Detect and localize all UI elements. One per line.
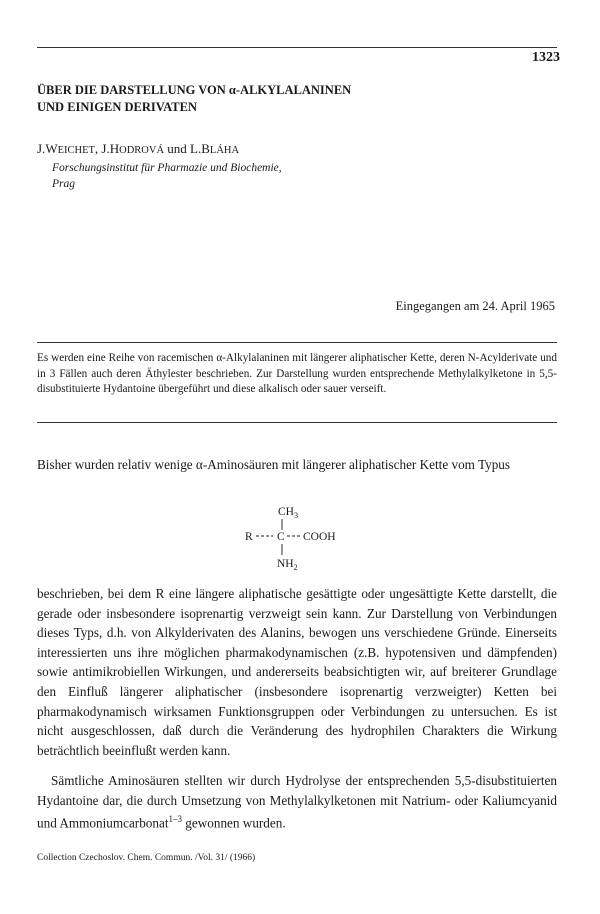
formula-left-group: R	[245, 531, 253, 543]
formula-top-group: $CH_3$	[278, 506, 298, 520]
author-3-initial: L.	[190, 141, 202, 156]
formula-right-group: COOH	[303, 531, 336, 543]
formula-top-subscript: 3	[293, 511, 298, 520]
affiliation-line-2: Prag	[52, 178, 75, 190]
abstract: Es werden eine Reihe von racemischen α-Alkylalaninen mit längerer aliphatischer Kette, deren N-Acylderivate und in 3 Fällen auch deren Äthylester beschrieben. Zur Darstellung wurden entsprechende Methylalkylketone in 5,5-disubstituierte Hydantoine übergeführt und diese alkalisch oder sauer verseift.	[37, 352, 557, 395]
author-conjunction: und	[164, 141, 191, 156]
structural-formula	[245, 504, 375, 574]
page-number: 1323	[532, 50, 560, 65]
author-3-first-letter: B	[201, 141, 210, 156]
body-paragraph-3	[37, 771, 557, 833]
affiliation	[52, 160, 372, 192]
received-date: Eingegangen am 24. April 1965	[395, 299, 555, 313]
paragraph-3-end: gewonnen wurden.	[182, 815, 286, 831]
author-2-initial: , J.	[94, 141, 110, 156]
author-3-rest: LÁHA	[209, 145, 240, 156]
citation-reference: 1–3	[168, 814, 182, 825]
title-line-1: ÜBER DIE DARSTELLUNG VON α-ALKYLALANINEN	[37, 83, 352, 97]
author-1-first-letter: W	[45, 141, 58, 156]
author-1-rest: EICHET	[57, 145, 95, 156]
author-2-first-letter: H	[109, 141, 120, 156]
journal-footer: Collection Czechoslov. Chem. Commun. /Vol. 31/ (1966)	[37, 853, 256, 863]
article-title	[37, 82, 517, 116]
author-list	[37, 141, 239, 157]
formula-center-atom: C	[277, 531, 285, 543]
abstract-bottom-rule	[37, 422, 557, 423]
body-paragraph-1: Bisher wurden relativ wenige α-Aminosäuren mit längerer aliphatischer Kette vom Typus	[37, 457, 511, 472]
abstract-top-rule	[37, 342, 557, 343]
paragraph-3-text: Sämtliche Aminosäuren stellten wir durch Hydrolyse der entsprechenden 5,5-disubstituierten Hydantoine dar, die durch Umsetzung von Methylalkylketonen mit Natrium- oder Kaliumcyanid und Ammoniumcarbonat	[37, 773, 557, 831]
formula-bottom-subscript: 2	[293, 563, 298, 572]
formula-bottom-group: $NH_2$	[277, 558, 298, 572]
author-1-initial: J.	[37, 141, 46, 156]
author-2-rest: ODROVÁ	[119, 145, 165, 156]
body-paragraph-2: beschrieben, bei dem R eine längere aliphatische gesättigte oder ungesättigte Kette darstellt, die gerade oder insbesondere isoprenartig verzweigt sein kann. Zur Darstellung von Verbindungen dieses Typs, d.h. von Alkylderivaten des Alanins, bewogen uns verschiedene Gründe. Einerseits interessierten uns ihre möglichen pharmakodynamischen (z.B. hypotensiven und dämpfenden) sowie antimikrobiellen Wirkungen, und andererseits beabsichtigten wir, auf breiterer Grundlage den Einfluß längerer aliphatischer (insbesondere isoprenartig verzweigter) Ketten bei pharmakodynamisch wirksamen Funktionsgruppen oder Verbindungen zu untersuchen. Es ist nicht ausgeschlossen, daß durch die Veränderung des hydrophilen Charakters die Wirkung beträchtlich beeinflußt werden kann.	[37, 586, 557, 758]
title-line-2: UND EINIGEN DERIVATEN	[37, 100, 197, 114]
header-rule	[37, 47, 557, 48]
affiliation-line-1: Forschungsinstitut für Pharmazie und Biochemie,	[52, 162, 282, 174]
